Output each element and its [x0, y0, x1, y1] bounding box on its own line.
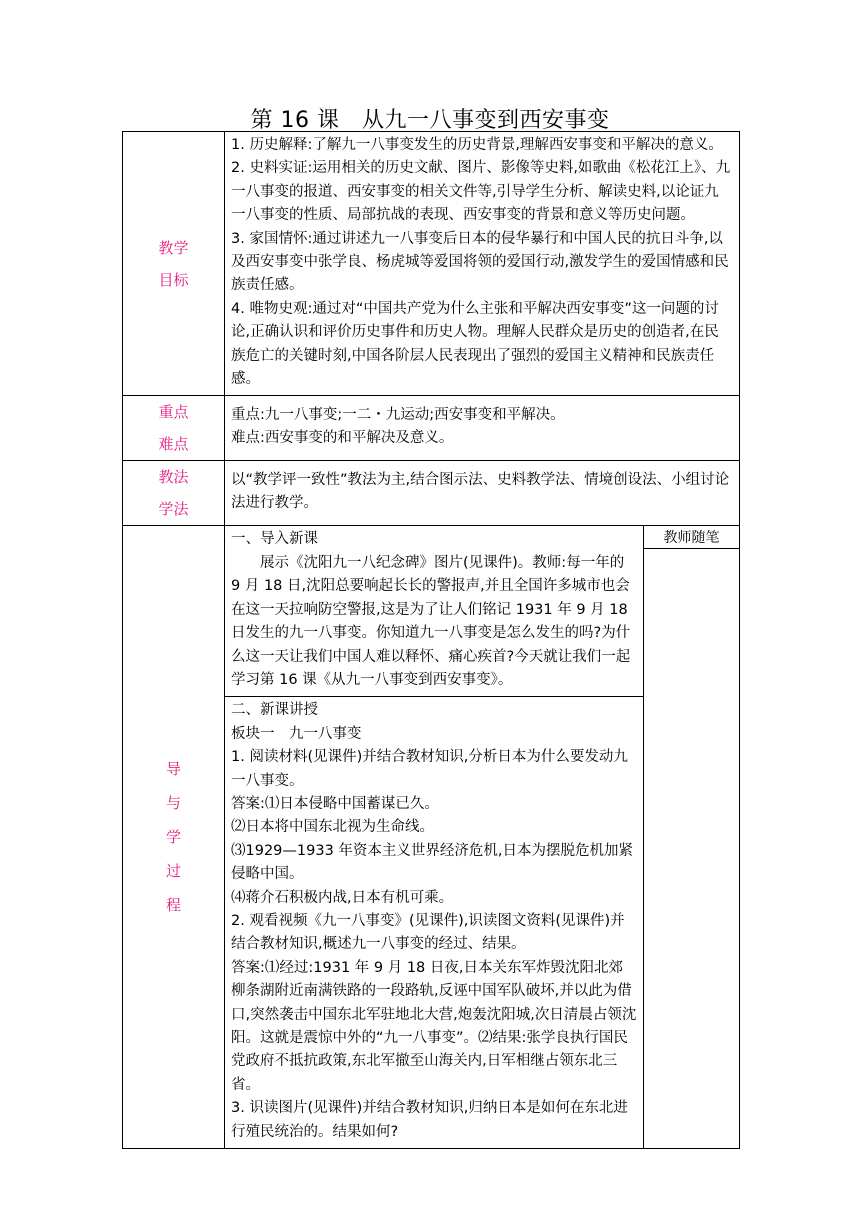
process-label-char: 学 — [165, 828, 181, 847]
process-intro-row — [123, 526, 740, 549]
methods-content — [225, 461, 740, 526]
intro-content — [225, 526, 644, 697]
answer-item: 答案:⑴经过:1931 年 9 月 18 日夜,日本关东军炸毁沈阳北郊柳条湖附近南满铁路的一段路轨,反诬中国军队破坏,并以此为借口,突然袭击中国东北军驻地北大营,炮轰沈阳城,次日清晨占领沈阳。这就是震惊中外的“九一八事变”。⑵结果:张学良执行国民党政府不抵抗政策,东北军撤至山海关内,日军相继占领东北三省。 — [231, 959, 637, 1093]
objectives-content — [225, 132, 740, 396]
objectives-label — [123, 132, 225, 396]
intro-heading: 一、导入新课 — [231, 531, 318, 548]
intro-text: 展示《沈阳九一八纪念碑》图片(见课件)。教师:每一年的 9 月 18 日,沈阳总要响起长长的警报声,并且全国许多城市也会在这一天拉响防空警报,这是为了让人们铭记 1931 年 9 月 18 日发生的九一八事变。你知道九一八事变是怎么发生的吗?为什么这一天让我们中国人难以释怀、痛心疾首?今天就让我们一起学习第 16 课《从九一八事变到西安事变》。 — [231, 554, 631, 688]
methods-row — [123, 461, 740, 526]
methods-label-line: 教法 — [158, 468, 189, 487]
answer-item: ⑶1929—1933 年资本主义世界经济危机,日本为摆脱危机加紧侵略中国。 — [231, 842, 634, 883]
lesson-plan-table — [122, 131, 740, 1149]
objective-item: 1. 历史解释:了解九一八事变发生的历史背景,理解西安事变和平解决的意义。 — [231, 137, 723, 153]
objective-item: 4. 唯物史观:通过对“中国共产党为什么主张和平解决西安事变”这一问题的讨论,正确认识和评价历史事件和历史人物。理解人民群众是历史的创造者,在民族危亡的关键时刻,中国各阶层人民表现出了强烈的爱国主义精神和民族责任感。 — [231, 300, 719, 388]
objective-item: 2. 史料实证:运用相关的历史文献、图片、影像等史料,如歌曲《松花江上》、九一八事变的报道、西安事变的相关文件等,引导学生分析、解读史料,以论证九一八事变的性质、局部抗战的表现、西安事变的背景和意义等历史问题。 — [231, 160, 731, 224]
new-lesson-content — [225, 697, 644, 1149]
answer-item: 答案:⑴日本侵略中国蓄谋已久。 — [231, 795, 439, 812]
objective-item: 3. 家国情怀:通过讲述九一八事变后日本的侵华暴行和中国人民的抗日斗争,以及西安事变中张学良、杨虎城等爱国将领的爱国行动,激发学生的爱国情感和民族责任感。 — [231, 230, 729, 294]
process-label-char: 与 — [165, 794, 181, 813]
question-item: 3. 识读图片(见课件)并结合教材知识,归纳日本是如何在东北进行殖民统治的。结果如何? — [231, 1100, 628, 1140]
question-item: 2. 观看视频《九一八事变》(见课件),识读图文资料(见课件)并结合教材知识,概述九一八事变的经过、结果。 — [231, 912, 625, 953]
methods-label-line: 学法 — [158, 500, 189, 519]
methods-label — [123, 461, 225, 526]
key-points-label-line: 重点 — [158, 403, 189, 422]
process-label-char: 导 — [165, 760, 181, 779]
answer-item: ⑷蒋介石积极内战,日本有机可乘。 — [231, 889, 454, 906]
key-points-row — [123, 396, 740, 461]
module-heading: 板块一 九一八事变 — [231, 725, 362, 742]
methods-text: 以“教学评一致性”教法为主,结合图示法、史料教学法、情境创设法、小组讨论法进行教学。 — [231, 472, 730, 512]
page-title: 第 16 课 从九一八事变到西安事变 — [250, 108, 610, 133]
process-label — [123, 526, 225, 1149]
process-label-char: 程 — [165, 896, 181, 915]
key-points-label-line: 难点 — [158, 435, 189, 454]
answer-item: ⑵日本将中国东北视为生命线。 — [231, 819, 434, 836]
teacher-notes-header: 教师随笔 — [644, 526, 740, 549]
objectives-label-line: 教学 — [158, 238, 189, 257]
teacher-notes-area — [644, 549, 740, 1149]
objectives-label-line: 目标 — [158, 270, 189, 289]
difficulty-item: 难点:西安事变的和平解决及意义。 — [231, 430, 454, 447]
key-points-content — [225, 396, 740, 461]
question-item: 1. 阅读材料(见课件)并结合教材知识,分析日本为什么要发动九一八事变。 — [231, 749, 628, 789]
key-point-item: 重点:九一八事变;一二・九运动;西安事变和平解决。 — [231, 407, 565, 424]
new-lesson-heading: 二、新课讲授 — [231, 702, 318, 719]
objectives-row — [123, 132, 740, 396]
key-points-label — [123, 396, 225, 461]
process-label-char: 过 — [165, 862, 181, 881]
